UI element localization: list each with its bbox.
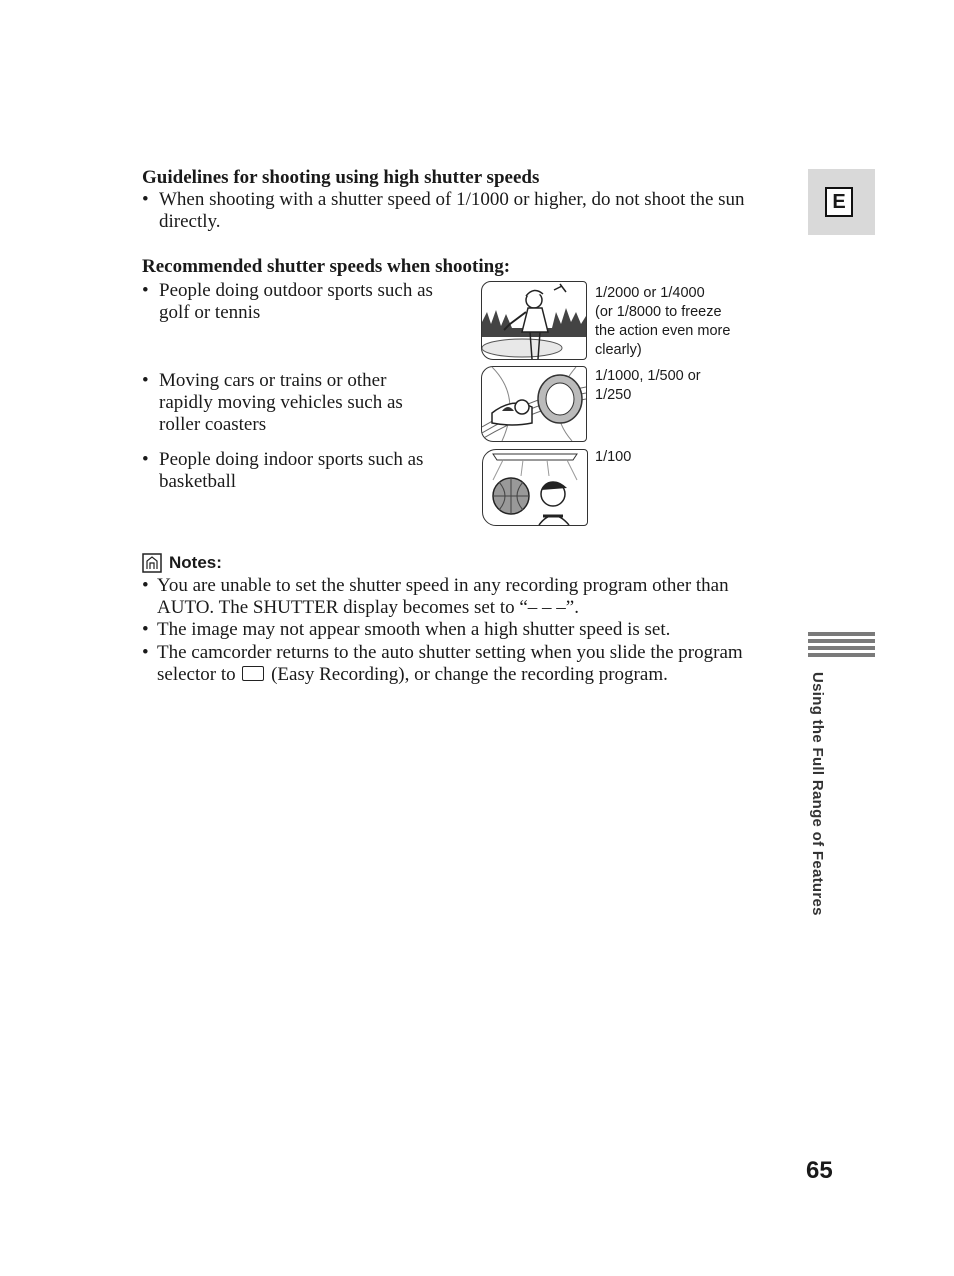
list-item-text: People doing indoor sports such as basketball — [159, 449, 424, 492]
caption-outdoor-sports — [595, 284, 765, 360]
note-text: You are unable to set the shutter speed in any recording program other than AUTO. The SHUTTER display becomes set to “– – –”. — [157, 575, 729, 618]
caption-line: the action even more — [595, 323, 731, 339]
caption-indoor-sports — [595, 448, 765, 467]
roller-coaster-illustration — [481, 366, 587, 442]
golfer-illustration — [481, 281, 587, 360]
notes-heading — [142, 552, 222, 574]
caption-line: 1/250 — [595, 387, 632, 403]
guidelines-bullet-text: When shooting with a shutter speed of 1/1000 or higher, do not shoot the sun directly. — [159, 189, 745, 232]
bullet: • — [142, 575, 149, 596]
bullet: • — [142, 642, 149, 663]
caption-line: (or 1/8000 to freeze — [595, 304, 722, 320]
section-marker-bars — [808, 632, 875, 660]
list-item-text: Moving cars or trains or other rapidly moving vehicles such as roller coasters — [159, 370, 403, 435]
note-item-1 — [142, 575, 782, 619]
page-number: 65 — [806, 1157, 833, 1184]
notes-icon — [142, 553, 162, 573]
language-tab-letter: E — [825, 187, 853, 217]
bullet: • — [142, 619, 149, 640]
bullet: • — [142, 280, 149, 301]
basketball-illustration — [482, 449, 588, 526]
guidelines-bullet — [142, 189, 782, 233]
list-item-indoor-sports — [142, 449, 452, 493]
note-text-before: The camcorder returns to the auto shutter setting when you slide the program selector to — [157, 642, 743, 685]
list-item-vehicles — [142, 370, 432, 436]
recommended-heading: Recommended shutter speeds when shooting: — [142, 256, 511, 277]
caption-line: clearly) — [595, 342, 642, 358]
note-item-2 — [142, 619, 782, 641]
note-text — [142, 642, 782, 686]
caption-line: 1/2000 or 1/4000 — [595, 285, 705, 301]
list-item-text: People doing outdoor sports such as golf or tennis — [159, 280, 433, 323]
bullet: • — [142, 449, 149, 470]
caption-line: 1/1000, 1/500 or — [595, 368, 701, 384]
caption-vehicles — [595, 367, 765, 405]
guidelines-heading: Guidelines for shooting using high shutter speeds — [142, 167, 540, 188]
list-item-outdoor-sports — [142, 280, 452, 324]
note-text: The image may not appear smooth when a high shutter speed is set. — [157, 619, 671, 640]
note-item-3 — [142, 642, 782, 686]
notes-title: Notes: — [169, 553, 222, 572]
language-tab — [808, 169, 875, 235]
note-text-after: (Easy Recording), or change the recording program. — [271, 664, 668, 685]
bullet: • — [142, 189, 149, 210]
easy-recording-icon — [242, 666, 264, 681]
bullet: • — [142, 370, 149, 391]
section-label: Using the Full Range of Features — [809, 672, 826, 916]
caption-line: 1/100 — [595, 449, 632, 465]
